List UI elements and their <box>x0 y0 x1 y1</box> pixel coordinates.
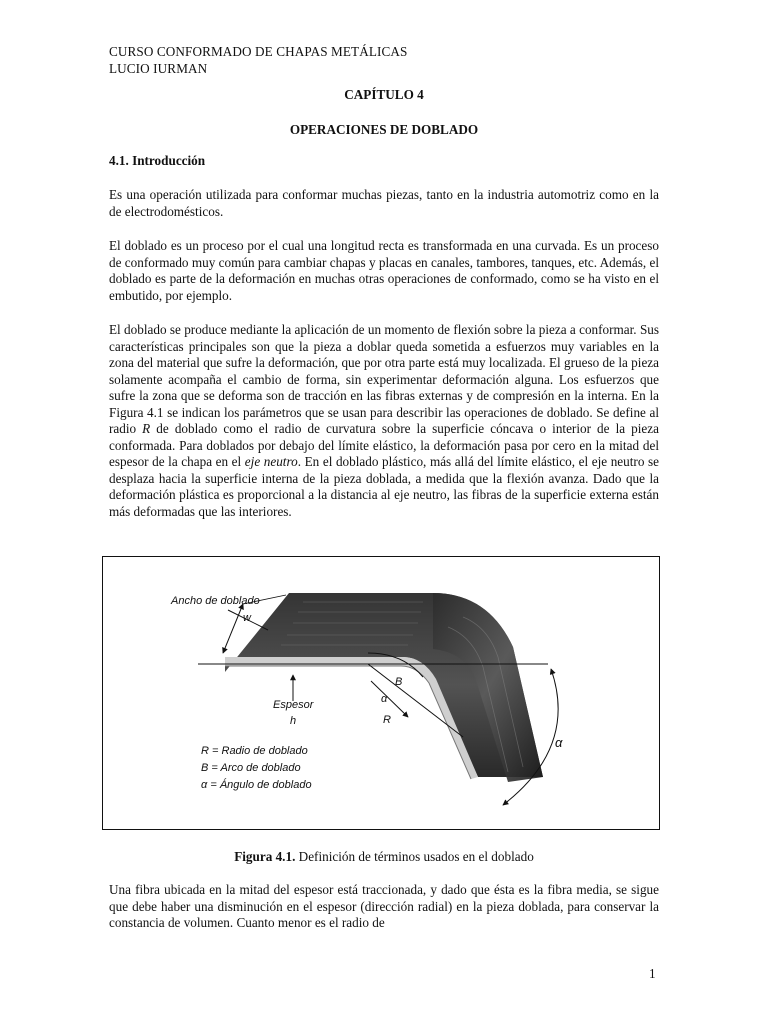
width-symbol: w <box>243 612 251 624</box>
thickness-label: Espesor <box>273 699 314 711</box>
caption-text: Definición de términos usados en el doblado <box>295 849 534 864</box>
legend-item-3: α = Ángulo de doblado <box>201 779 312 791</box>
radius-line <box>371 681 408 717</box>
chapter-number: CAPÍTULO 4 <box>344 87 424 102</box>
paragraph-3-part-3: . En el doblado plástico, más allá del límite elástico, el eje neutro se desplaza hacia la superficie interna de la pieza doblada, a medida que la flexión avanza. Dado que la deformación plástica es proporcional a la distancia al eje neutro, las fibras de la superficie externa están más deformadas que las interiores. <box>109 454 659 519</box>
radius-symbol-label: R <box>383 714 391 726</box>
figure-4-1 <box>102 556 660 830</box>
radius-symbol: R <box>142 421 151 436</box>
paragraph-4: Una fibra ubicada en la mitad del espesor está traccionada, y dado que ésta es la fibra media, se sigue que debe haber una disminución en el espesor (dirección radial) en la pieza doblada, para conservar la constancia de volumen. Cuanto menor es el radio de <box>109 882 659 930</box>
chapter-title: OPERACIONES DE DOBLADO <box>289 122 479 137</box>
neutral-axis-term: eje neutro <box>244 454 298 469</box>
paragraph-3-part-1: El doblado se produce mediante la aplicación de un momento de flexión sobre la pieza a conformar. Sus características principales son que la pieza a doblar queda sometida a esfuerzos muy variables en la zona del material que sufre la deformación, que por otra parte está muy localizada. El grueso de la pieza solamente acompaña el cambio de forma, sin experimentar deformación alguna. Los esfuerzos que sufre la zona que se deforma son de tracción en las fibras externas y de compresión en la interna. En la Figura 4.1 se indican los parámetros que se usan para describir las operaciones de doblado. Se define al radio <box>109 322 659 436</box>
paragraph-3 <box>109 322 659 520</box>
page-number: 1 <box>649 966 656 981</box>
section-heading: 4.1. Introducción <box>109 153 206 168</box>
outer-angle-symbol: α <box>555 735 563 750</box>
paragraph-2: El doblado es un proceso por el cual una longitud recta es transformada en una curvada. Es un proceso de conformado muy común para cambiar chapas y placas en canales, tambores, tanques, etc. Además, el doblado es parte de la deformación en muchas otras operaciones de conformado, como se ha visto en el embutido, por ejemplo. <box>109 238 659 303</box>
paragraph-3-part-2: de doblado como el radio de curvatura sobre la superficie cóncava o interior de la pieza conformada. Para doblados por debajo del límite elástico, la deformación pasa por cero en la mitad del espesor de la chapa en el <box>109 421 659 469</box>
figure-caption <box>0 849 768 865</box>
bend-diagram <box>103 557 660 830</box>
running-header <box>109 44 407 77</box>
inner-angle-symbol: α <box>381 693 388 705</box>
legend-item-2: B = Arco de doblado <box>201 762 301 774</box>
arc-symbol: B <box>395 676 403 688</box>
figure-legend <box>201 745 312 791</box>
author-name: LUCIO IURMAN <box>109 60 208 76</box>
caption-label: Figura 4.1. <box>234 849 296 864</box>
paragraph-1: Es una operación utilizada para conformar muchas piezas, tanto en la industria automotriz como en la de electrodomésticos. <box>109 187 659 219</box>
course-title: CURSO CONFORMADO DE CHAPAS METÁLICAS <box>109 44 408 59</box>
width-label: Ancho de doblado <box>171 595 260 607</box>
legend-item-1: R = Radio de doblado <box>201 745 308 757</box>
thickness-symbol: h <box>290 715 297 727</box>
